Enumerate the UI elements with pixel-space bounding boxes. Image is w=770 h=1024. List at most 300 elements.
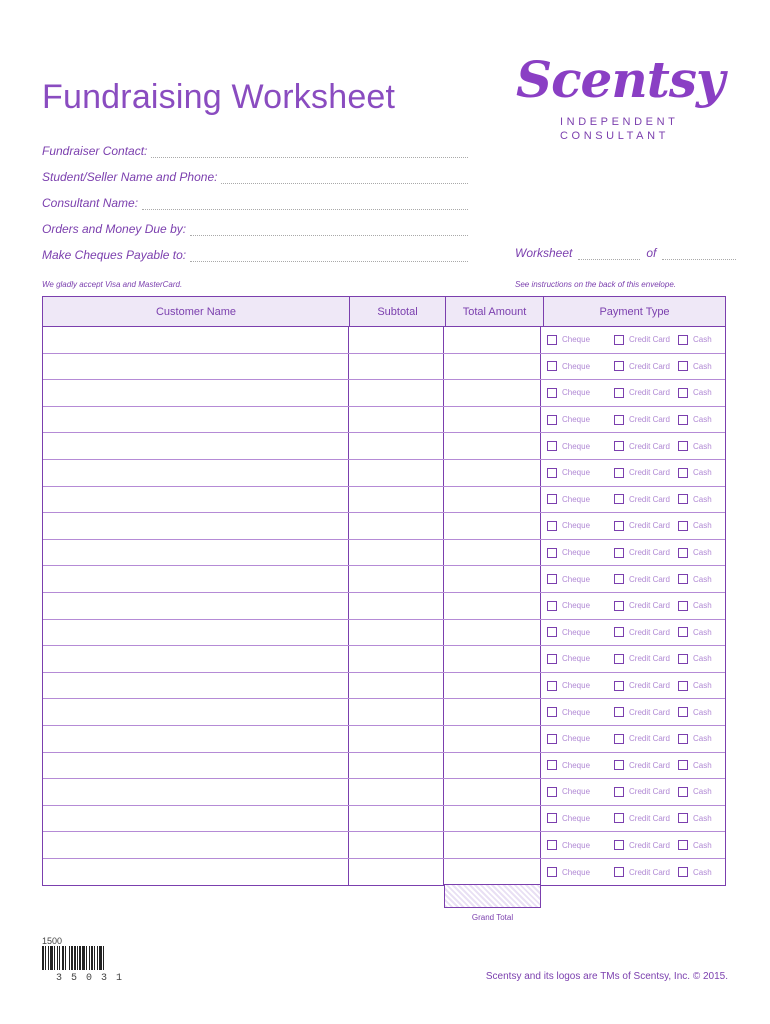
- cash-checkbox[interactable]: [678, 468, 688, 478]
- header-subtotal: Subtotal: [350, 297, 446, 326]
- cheque-option[interactable]: [547, 813, 614, 823]
- cheque-option[interactable]: [547, 707, 614, 717]
- total-amount-cell[interactable]: [444, 699, 541, 725]
- total-amount-cell[interactable]: [444, 673, 541, 699]
- subtotal-cell[interactable]: [349, 354, 444, 380]
- cash-checkbox[interactable]: [678, 654, 688, 664]
- customer-name-cell[interactable]: [43, 753, 349, 779]
- total-amount-cell[interactable]: [444, 859, 541, 886]
- payment-type-cell: [541, 593, 725, 619]
- subtotal-cell[interactable]: [349, 487, 444, 513]
- payment-type-cell: [541, 327, 725, 353]
- cheque-label: Cheque: [562, 760, 591, 770]
- worksheet-number: [515, 246, 736, 260]
- cash-option[interactable]: [678, 840, 712, 850]
- customer-name-cell[interactable]: [43, 806, 349, 832]
- cash-checkbox[interactable]: [678, 734, 688, 744]
- credit-card-option[interactable]: [614, 707, 678, 717]
- cheque-option[interactable]: [547, 760, 614, 770]
- barcode: [42, 946, 134, 970]
- credit-card-option[interactable]: [614, 867, 678, 877]
- cheque-checkbox[interactable]: [547, 468, 557, 478]
- cash-checkbox[interactable]: [678, 521, 688, 531]
- logo-subtitle-1: INDEPENDENT: [560, 116, 679, 128]
- customer-name-cell[interactable]: [43, 487, 349, 513]
- cheque-label: Cheque: [562, 813, 591, 823]
- subtotal-cell[interactable]: [349, 380, 444, 406]
- total-amount-cell[interactable]: [444, 460, 541, 486]
- cheques-payable-line[interactable]: [190, 249, 468, 262]
- customer-name-cell[interactable]: [43, 726, 349, 752]
- payment-type-cell: [541, 726, 725, 752]
- table-row: [43, 566, 725, 593]
- cash-label: Cash: [693, 787, 712, 797]
- cash-option[interactable]: [678, 468, 712, 478]
- cheque-checkbox[interactable]: [547, 787, 557, 797]
- payment-type-cell: [541, 433, 725, 459]
- cash-option[interactable]: [678, 521, 712, 531]
- subtotal-cell[interactable]: [349, 806, 444, 832]
- cheque-checkbox[interactable]: [547, 627, 557, 637]
- total-amount-cell[interactable]: [444, 832, 541, 858]
- cash-checkbox[interactable]: [678, 335, 688, 345]
- cheque-checkbox[interactable]: [547, 707, 557, 717]
- credit-card-label: Credit Card: [629, 548, 670, 558]
- credit-card-option[interactable]: [614, 734, 678, 744]
- logo-wordmark: Scentsy: [516, 50, 725, 109]
- subtotal-cell[interactable]: [349, 433, 444, 459]
- credit-card-checkbox[interactable]: [614, 707, 624, 717]
- cheque-option[interactable]: [547, 574, 614, 584]
- cheque-checkbox[interactable]: [547, 441, 557, 451]
- credit-card-checkbox[interactable]: [614, 388, 624, 398]
- cash-option[interactable]: [678, 627, 712, 637]
- cheque-option[interactable]: [547, 494, 614, 504]
- customer-name-cell[interactable]: [43, 354, 349, 380]
- copyright-footer: Scentsy and its logos are TMs of Scentsy, Inc. © 2015.: [485, 971, 728, 982]
- header-customer-name: Customer Name: [43, 297, 350, 326]
- subtotal-cell[interactable]: [349, 566, 444, 592]
- customer-name-cell[interactable]: [43, 380, 349, 406]
- subtotal-cell[interactable]: [349, 513, 444, 539]
- credit-card-option[interactable]: [614, 574, 678, 584]
- customer-name-cell[interactable]: [43, 832, 349, 858]
- subtotal-cell[interactable]: [349, 407, 444, 433]
- cheque-label: Cheque: [562, 494, 591, 504]
- credit-card-checkbox[interactable]: [614, 787, 624, 797]
- cheque-option[interactable]: [547, 627, 614, 637]
- cash-option[interactable]: [678, 335, 712, 345]
- worksheet-total-blank[interactable]: [662, 247, 736, 260]
- payment-type-cell: [541, 673, 725, 699]
- total-amount-cell[interactable]: [444, 753, 541, 779]
- subtotal-cell[interactable]: [349, 620, 444, 646]
- cash-label: Cash: [693, 840, 712, 850]
- cash-option[interactable]: [678, 654, 712, 664]
- cheque-option[interactable]: [547, 601, 614, 611]
- cash-option[interactable]: [678, 707, 712, 717]
- customer-name-cell[interactable]: [43, 460, 349, 486]
- credit-card-option[interactable]: [614, 840, 678, 850]
- fundraiser-contact-label: Fundraiser Contact:: [42, 144, 148, 158]
- cheque-option[interactable]: [547, 787, 614, 797]
- credit-card-label: Credit Card: [629, 681, 670, 691]
- form-code: 1500: [42, 936, 63, 946]
- consultant-name-line[interactable]: [142, 197, 468, 210]
- cash-label: Cash: [693, 415, 712, 425]
- cash-label: Cash: [693, 388, 712, 398]
- cheque-label: Cheque: [562, 734, 591, 744]
- credit-card-option[interactable]: [614, 441, 678, 451]
- cheque-option[interactable]: [547, 441, 614, 451]
- customer-name-cell[interactable]: [43, 433, 349, 459]
- cheque-option[interactable]: [547, 468, 614, 478]
- table-row: [43, 460, 725, 487]
- payment-type-cell: [541, 566, 725, 592]
- cheque-option[interactable]: [547, 867, 614, 877]
- cheque-option[interactable]: [547, 840, 614, 850]
- cash-label: Cash: [693, 707, 712, 717]
- credit-card-label: Credit Card: [629, 601, 670, 611]
- credit-card-checkbox[interactable]: [614, 654, 624, 664]
- total-amount-cell[interactable]: [444, 433, 541, 459]
- subtotal-cell[interactable]: [349, 699, 444, 725]
- table-row: [43, 380, 725, 407]
- payment-type-cell: [541, 354, 725, 380]
- total-amount-cell[interactable]: [444, 354, 541, 380]
- payment-type-cell: [541, 620, 725, 646]
- credit-card-label: Credit Card: [629, 707, 670, 717]
- cheque-option[interactable]: [547, 361, 614, 371]
- cheque-option[interactable]: [547, 734, 614, 744]
- cheque-checkbox[interactable]: [547, 760, 557, 770]
- credit-card-label: Credit Card: [629, 388, 670, 398]
- payment-type-cell: [541, 699, 725, 725]
- fundraiser-contact-field[interactable]: [42, 140, 468, 158]
- header-payment-type: Payment Type: [599, 305, 670, 318]
- cheque-checkbox[interactable]: [547, 840, 557, 850]
- subtotal-cell[interactable]: [349, 753, 444, 779]
- cash-option[interactable]: [678, 548, 712, 558]
- credit-card-option[interactable]: [614, 548, 678, 558]
- table-header: [43, 297, 725, 327]
- table-row: [43, 407, 725, 434]
- cash-label: Cash: [693, 654, 712, 664]
- cash-option[interactable]: [678, 867, 712, 877]
- credit-card-option[interactable]: [614, 494, 678, 504]
- credit-card-label: Credit Card: [629, 654, 670, 664]
- credit-card-checkbox[interactable]: [614, 415, 624, 425]
- visa-note: We gladly accept Visa and MasterCard.: [42, 280, 183, 289]
- credit-card-label: Credit Card: [629, 627, 670, 637]
- cheque-option[interactable]: [547, 335, 614, 345]
- cash-checkbox[interactable]: [678, 388, 688, 398]
- credit-card-option[interactable]: [614, 681, 678, 691]
- cash-checkbox[interactable]: [678, 787, 688, 797]
- total-amount-cell[interactable]: [444, 327, 541, 353]
- grand-total-label: Grand Total: [471, 913, 514, 922]
- total-amount-cell[interactable]: [444, 407, 541, 433]
- credit-card-label: Credit Card: [629, 441, 670, 451]
- orders-due-field[interactable]: [42, 218, 468, 236]
- cheque-checkbox[interactable]: [547, 521, 557, 531]
- cheque-checkbox[interactable]: [547, 734, 557, 744]
- cash-option[interactable]: [678, 787, 712, 797]
- payment-type-cell: [541, 487, 725, 513]
- cheque-checkbox[interactable]: [547, 654, 557, 664]
- subtotal-cell[interactable]: [349, 726, 444, 752]
- cash-label: Cash: [693, 760, 712, 770]
- consultant-name-label: Consultant Name:: [42, 196, 139, 210]
- cash-checkbox[interactable]: [678, 840, 688, 850]
- subtotal-cell[interactable]: [349, 673, 444, 699]
- payment-type-cell: [541, 832, 725, 858]
- subtotal-cell[interactable]: [349, 646, 444, 672]
- customer-name-cell[interactable]: [43, 779, 349, 805]
- credit-card-label: Credit Card: [629, 813, 670, 823]
- customer-name-cell[interactable]: [43, 646, 349, 672]
- customer-name-cell[interactable]: [43, 859, 349, 886]
- cheque-checkbox[interactable]: [547, 335, 557, 345]
- total-amount-cell[interactable]: [444, 566, 541, 592]
- orders-due-label: Orders and Money Due by:: [42, 222, 187, 236]
- customer-name-cell[interactable]: [43, 699, 349, 725]
- total-amount-cell[interactable]: [444, 380, 541, 406]
- total-amount-cell[interactable]: [444, 487, 541, 513]
- orders-due-line[interactable]: [190, 223, 468, 236]
- cash-label: Cash: [693, 627, 712, 637]
- cheque-label: Cheque: [562, 707, 591, 717]
- credit-card-option[interactable]: [614, 415, 678, 425]
- payment-type-cell: [541, 407, 725, 433]
- table-row: [43, 433, 725, 460]
- table-row: [43, 620, 725, 647]
- worksheet-of-label: of: [646, 246, 657, 260]
- cash-label: Cash: [693, 574, 712, 584]
- cheque-option[interactable]: [547, 681, 614, 691]
- cash-option[interactable]: [678, 681, 712, 691]
- cheques-payable-field[interactable]: [42, 244, 468, 262]
- cash-checkbox[interactable]: [678, 441, 688, 451]
- credit-card-option[interactable]: [614, 601, 678, 611]
- cash-checkbox[interactable]: [678, 681, 688, 691]
- cash-checkbox[interactable]: [678, 361, 688, 371]
- cash-label: Cash: [693, 521, 712, 531]
- credit-card-checkbox[interactable]: [614, 601, 624, 611]
- credit-card-checkbox[interactable]: [614, 494, 624, 504]
- table-row: [43, 354, 725, 381]
- credit-card-option[interactable]: [614, 760, 678, 770]
- total-amount-cell[interactable]: [444, 620, 541, 646]
- cash-label: Cash: [693, 548, 712, 558]
- cash-checkbox[interactable]: [678, 707, 688, 717]
- cash-option[interactable]: [678, 415, 712, 425]
- total-amount-cell[interactable]: [444, 806, 541, 832]
- table-body: [43, 327, 725, 885]
- cash-checkbox[interactable]: [678, 548, 688, 558]
- cheque-label: Cheque: [562, 867, 591, 877]
- table-row: [43, 726, 725, 753]
- credit-card-checkbox[interactable]: [614, 521, 624, 531]
- cash-label: Cash: [693, 681, 712, 691]
- consultant-name-field[interactable]: [42, 192, 468, 210]
- customer-name-cell[interactable]: [43, 513, 349, 539]
- cheque-checkbox[interactable]: [547, 681, 557, 691]
- credit-card-checkbox[interactable]: [614, 734, 624, 744]
- cash-checkbox[interactable]: [678, 760, 688, 770]
- subtotal-cell[interactable]: [349, 859, 444, 886]
- total-amount-cell[interactable]: [444, 593, 541, 619]
- cash-option[interactable]: [678, 601, 712, 611]
- cash-checkbox[interactable]: [678, 494, 688, 504]
- worksheet-number-blank[interactable]: [578, 247, 640, 260]
- credit-card-label: Credit Card: [629, 867, 670, 877]
- total-amount-cell[interactable]: [444, 726, 541, 752]
- credit-card-option[interactable]: [614, 654, 678, 664]
- cheque-checkbox[interactable]: [547, 601, 557, 611]
- credit-card-checkbox[interactable]: [614, 627, 624, 637]
- cheque-option[interactable]: [547, 415, 614, 425]
- cash-option[interactable]: [678, 441, 712, 451]
- cheque-option[interactable]: [547, 654, 614, 664]
- cash-option[interactable]: [678, 734, 712, 744]
- credit-card-option[interactable]: [614, 521, 678, 531]
- credit-card-option[interactable]: [614, 468, 678, 478]
- credit-card-option[interactable]: [614, 361, 678, 371]
- credit-card-checkbox[interactable]: [614, 361, 624, 371]
- total-amount-cell[interactable]: [444, 540, 541, 566]
- credit-card-checkbox[interactable]: [614, 840, 624, 850]
- cash-option[interactable]: [678, 574, 712, 584]
- subtotal-cell[interactable]: [349, 540, 444, 566]
- total-amount-cell[interactable]: [444, 646, 541, 672]
- credit-card-option[interactable]: [614, 813, 678, 823]
- fundraiser-contact-line[interactable]: [151, 145, 468, 158]
- payment-type-cell: [541, 753, 725, 779]
- cash-checkbox[interactable]: [678, 415, 688, 425]
- cheque-label: Cheque: [562, 335, 591, 345]
- table-row: [43, 699, 725, 726]
- cheque-label: Cheque: [562, 787, 591, 797]
- page-title: Fundraising Worksheet: [42, 78, 396, 116]
- student-seller-line[interactable]: [221, 171, 468, 184]
- cheque-label: Cheque: [562, 574, 591, 584]
- credit-card-label: Credit Card: [629, 760, 670, 770]
- cash-checkbox[interactable]: [678, 867, 688, 877]
- cheque-label: Cheque: [562, 388, 591, 398]
- credit-card-label: Credit Card: [629, 734, 670, 744]
- credit-card-checkbox[interactable]: [614, 468, 624, 478]
- credit-card-checkbox[interactable]: [614, 681, 624, 691]
- credit-card-checkbox[interactable]: [614, 867, 624, 877]
- cheque-checkbox[interactable]: [547, 415, 557, 425]
- credit-card-checkbox[interactable]: [614, 813, 624, 823]
- credit-card-checkbox[interactable]: [614, 441, 624, 451]
- customer-name-cell[interactable]: [43, 620, 349, 646]
- total-amount-cell[interactable]: [444, 779, 541, 805]
- total-amount-cell[interactable]: [444, 513, 541, 539]
- cheque-label: Cheque: [562, 840, 591, 850]
- credit-card-label: Credit Card: [629, 574, 670, 584]
- cheque-checkbox[interactable]: [547, 494, 557, 504]
- subtotal-cell[interactable]: [349, 593, 444, 619]
- payment-type-cell: [541, 859, 725, 886]
- customer-name-cell[interactable]: [43, 407, 349, 433]
- grand-total-box[interactable]: [444, 884, 541, 908]
- cash-checkbox[interactable]: [678, 601, 688, 611]
- cheque-option[interactable]: [547, 521, 614, 531]
- student-seller-field[interactable]: [42, 166, 468, 184]
- subtotal-cell[interactable]: [349, 779, 444, 805]
- credit-card-option[interactable]: [614, 787, 678, 797]
- credit-card-label: Credit Card: [629, 361, 670, 371]
- cash-option[interactable]: [678, 494, 712, 504]
- customer-name-cell[interactable]: [43, 566, 349, 592]
- customer-name-cell[interactable]: [43, 673, 349, 699]
- cheque-checkbox[interactable]: [547, 548, 557, 558]
- credit-card-label: Credit Card: [629, 415, 670, 425]
- subtotal-cell[interactable]: [349, 832, 444, 858]
- cheque-option[interactable]: [547, 548, 614, 558]
- payment-type-cell: [541, 380, 725, 406]
- cheque-label: Cheque: [562, 415, 591, 425]
- cheque-label: Cheque: [562, 521, 591, 531]
- credit-card-label: Credit Card: [629, 494, 670, 504]
- customer-name-cell[interactable]: [43, 593, 349, 619]
- cash-label: Cash: [693, 441, 712, 451]
- credit-card-checkbox[interactable]: [614, 574, 624, 584]
- cash-option[interactable]: [678, 760, 712, 770]
- cash-label: Cash: [693, 494, 712, 504]
- payment-type-cell: [541, 779, 725, 805]
- cheque-checkbox[interactable]: [547, 574, 557, 584]
- cash-checkbox[interactable]: [678, 813, 688, 823]
- table-row: [43, 646, 725, 673]
- cheque-checkbox[interactable]: [547, 361, 557, 371]
- table-row: [43, 779, 725, 806]
- order-table: [42, 296, 726, 886]
- cheque-checkbox[interactable]: [547, 388, 557, 398]
- cheque-checkbox[interactable]: [547, 813, 557, 823]
- cheque-option[interactable]: [547, 388, 614, 398]
- subtotal-cell[interactable]: [349, 327, 444, 353]
- credit-card-label: Credit Card: [629, 840, 670, 850]
- credit-card-option[interactable]: [614, 388, 678, 398]
- cheque-label: Cheque: [562, 627, 591, 637]
- cash-checkbox[interactable]: [678, 574, 688, 584]
- cheque-checkbox[interactable]: [547, 867, 557, 877]
- credit-card-option[interactable]: [614, 627, 678, 637]
- credit-card-option[interactable]: [614, 335, 678, 345]
- customer-name-cell[interactable]: [43, 327, 349, 353]
- credit-card-checkbox[interactable]: [614, 760, 624, 770]
- cash-checkbox[interactable]: [678, 627, 688, 637]
- barcode-number: 35031: [56, 973, 132, 984]
- credit-card-checkbox[interactable]: [614, 548, 624, 558]
- customer-name-cell[interactable]: [43, 540, 349, 566]
- student-seller-label: Student/Seller Name and Phone:: [42, 170, 218, 184]
- cash-option[interactable]: [678, 388, 712, 398]
- subtotal-cell[interactable]: [349, 460, 444, 486]
- cash-option[interactable]: [678, 361, 712, 371]
- instructions-note: See instructions on the back of this envelope.: [515, 280, 676, 289]
- table-row: [43, 806, 725, 833]
- table-row: [43, 673, 725, 700]
- payment-type-cell: [541, 806, 725, 832]
- cash-option[interactable]: [678, 813, 712, 823]
- credit-card-checkbox[interactable]: [614, 335, 624, 345]
- cash-label: Cash: [693, 734, 712, 744]
